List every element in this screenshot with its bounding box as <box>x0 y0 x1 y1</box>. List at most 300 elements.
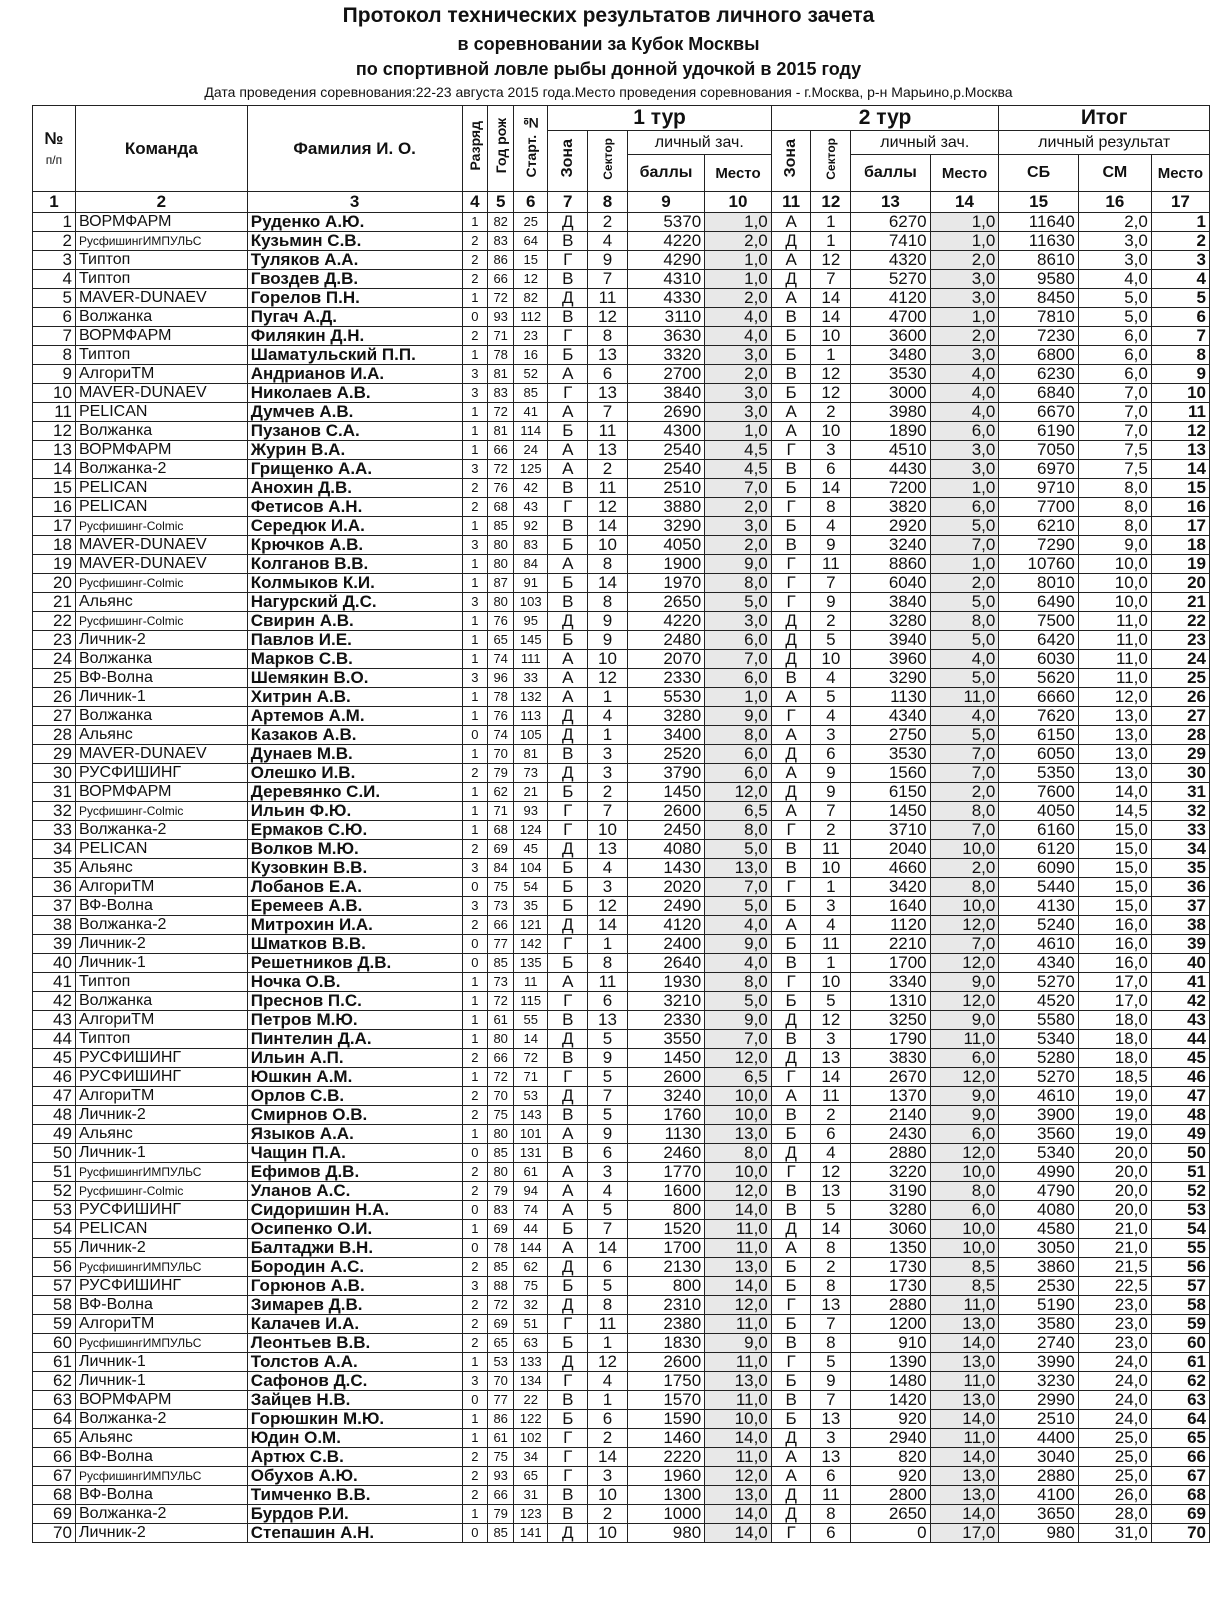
team-cell: Волжанка-2 <box>75 1505 247 1524</box>
birth-year-cell: 76 <box>488 707 514 726</box>
zone-1-cell: Д <box>548 289 588 308</box>
final-place-cell: 25 <box>1151 669 1209 688</box>
final-place-cell: 31 <box>1151 783 1209 802</box>
rank-cell: 1 <box>462 802 488 821</box>
sb-cell: 2740 <box>999 1334 1078 1353</box>
points-2-cell: 2430 <box>851 1125 930 1144</box>
points-2-cell: 1560 <box>851 764 930 783</box>
final-place-cell: 45 <box>1151 1049 1209 1068</box>
zone-1-cell: Б <box>548 346 588 365</box>
birth-year-cell: 81 <box>488 422 514 441</box>
sm-cell: 28,0 <box>1078 1505 1151 1524</box>
points-1-cell: 1600 <box>627 1182 704 1201</box>
zone-2-cell: В <box>771 1391 811 1410</box>
name-cell: Толстов А.А. <box>247 1353 462 1372</box>
final-place-cell: 40 <box>1151 954 1209 973</box>
start-no-cell: 71 <box>514 1068 548 1087</box>
rank-cell: 0 <box>462 1239 488 1258</box>
final-place-cell: 62 <box>1151 1372 1209 1391</box>
column-number: 7 <box>548 192 588 213</box>
place-1-cell: 9,0 <box>705 935 772 954</box>
team-cell: АлгориТМ <box>75 1011 247 1030</box>
name-cell: Дунаев М.В. <box>247 745 462 764</box>
start-no-cell: 45 <box>514 840 548 859</box>
final-place-cell: 5 <box>1151 289 1209 308</box>
zone-1-cell: А <box>548 1182 588 1201</box>
zone-1-cell: Д <box>548 1524 588 1543</box>
rank-cell: 2 <box>462 1334 488 1353</box>
birth-year-cell: 65 <box>488 1334 514 1353</box>
rank-cell: 3 <box>462 365 488 384</box>
sector-2-cell: 11 <box>811 1486 851 1505</box>
place-2-cell: 10,0 <box>930 840 999 859</box>
points-1-cell: 4310 <box>627 270 704 289</box>
points-1-cell: 1830 <box>627 1334 704 1353</box>
name-cell: Калачев И.А. <box>247 1315 462 1334</box>
rank-cell: 1 <box>462 555 488 574</box>
place-1-cell: 3,0 <box>705 517 772 536</box>
name-cell: Языков А.А. <box>247 1125 462 1144</box>
points-2-cell: 2650 <box>851 1505 930 1524</box>
place-1-cell: 8,0 <box>705 973 772 992</box>
rank-cell: 0 <box>462 1144 488 1163</box>
points-1-cell: 1450 <box>627 1049 704 1068</box>
sm-cell: 7,0 <box>1078 422 1151 441</box>
place-2-cell: 2,0 <box>930 327 999 346</box>
start-no-cell: 24 <box>514 441 548 460</box>
zone-1-cell: А <box>548 688 588 707</box>
rank-cell: 1 <box>462 1410 488 1429</box>
team-cell: Типтоп <box>75 251 247 270</box>
final-place-cell: 1 <box>1151 213 1209 232</box>
zone-2-cell: Б <box>771 1277 811 1296</box>
sb-cell: 4080 <box>999 1201 1078 1220</box>
sector-1-cell: 6 <box>588 1258 628 1277</box>
place-2-cell: 2,0 <box>930 251 999 270</box>
zone-2-cell: Д <box>771 783 811 802</box>
name-cell: Тимченко В.В. <box>247 1486 462 1505</box>
rank-cell: 1 <box>462 992 488 1011</box>
birth-year-cell: 84 <box>488 859 514 878</box>
start-no-cell: 51 <box>514 1315 548 1334</box>
place-2-cell: 4,0 <box>930 365 999 384</box>
zone-2-cell: В <box>771 669 811 688</box>
birth-year-cell: 80 <box>488 1163 514 1182</box>
sb-cell: 5340 <box>999 1144 1078 1163</box>
sector-2-cell: 9 <box>811 1372 851 1391</box>
row-no-cell: 52 <box>33 1182 76 1201</box>
name-cell: Свирин А.В. <box>247 612 462 631</box>
row-no-cell: 58 <box>33 1296 76 1315</box>
final-place-cell: 39 <box>1151 935 1209 954</box>
start-no-cell: 134 <box>514 1372 548 1391</box>
row-no-cell: 41 <box>33 973 76 992</box>
sb-cell: 10760 <box>999 555 1078 574</box>
row-no-cell: 22 <box>33 612 76 631</box>
zone-2-cell: В <box>771 840 811 859</box>
zone-1-cell: Д <box>548 1353 588 1372</box>
place-2-cell: 2,0 <box>930 783 999 802</box>
page-subtitle-2: по спортивной ловле рыбы донной удочкой в 2015 году <box>355 59 862 79</box>
name-cell: Осипенко О.И. <box>247 1220 462 1239</box>
rank-cell: 1 <box>462 745 488 764</box>
birth-year-cell: 80 <box>488 593 514 612</box>
sector-2-cell: 6 <box>811 460 851 479</box>
final-place-cell: 18 <box>1151 536 1209 555</box>
points-2-cell: 3530 <box>851 365 930 384</box>
name-cell: Хитрин А.В. <box>247 688 462 707</box>
header-personal-2: личный зач. <box>851 131 999 155</box>
birth-year-cell: 93 <box>488 1467 514 1486</box>
sm-cell: 6,0 <box>1078 346 1151 365</box>
sector-2-cell: 12 <box>811 384 851 403</box>
final-place-cell: 68 <box>1151 1486 1209 1505</box>
name-cell: Горюнов А.В. <box>247 1277 462 1296</box>
column-number: 12 <box>811 192 851 213</box>
place-2-cell: 10,0 <box>930 1239 999 1258</box>
header-tour-1: 1 тур <box>548 106 771 131</box>
name-cell: Марков С.В. <box>247 650 462 669</box>
zone-2-cell: Д <box>771 1220 811 1239</box>
table-row <box>33 745 1210 764</box>
sector-1-cell: 14 <box>588 517 628 536</box>
zone-1-cell: Б <box>548 422 588 441</box>
table-row <box>33 289 1210 308</box>
place-1-cell: 14,0 <box>705 1505 772 1524</box>
sm-cell: 15,0 <box>1078 821 1151 840</box>
team-cell: Альянс <box>75 1125 247 1144</box>
place-2-cell: 7,0 <box>930 536 999 555</box>
zone-2-cell: А <box>771 289 811 308</box>
team-cell: Типтоп <box>75 270 247 289</box>
zone-2-cell: Д <box>771 232 811 251</box>
final-place-cell: 6 <box>1151 308 1209 327</box>
place-2-cell: 6,0 <box>930 1125 999 1144</box>
row-no-cell: 42 <box>33 992 76 1011</box>
points-1-cell: 2310 <box>627 1296 704 1315</box>
place-1-cell: 14,0 <box>705 1201 772 1220</box>
table-row <box>33 1030 1210 1049</box>
row-no-cell: 28 <box>33 726 76 745</box>
sb-cell: 5580 <box>999 1011 1078 1030</box>
points-1-cell: 4300 <box>627 422 704 441</box>
results-table <box>32 105 1210 1543</box>
column-number: 11 <box>771 192 811 213</box>
row-no-cell: 59 <box>33 1315 76 1334</box>
final-place-cell: 52 <box>1151 1182 1209 1201</box>
birth-year-cell: 70 <box>488 745 514 764</box>
final-place-cell: 49 <box>1151 1125 1209 1144</box>
final-place-cell: 33 <box>1151 821 1209 840</box>
table-row <box>33 308 1210 327</box>
row-no-cell: 11 <box>33 403 76 422</box>
table-row <box>33 1296 1210 1315</box>
start-no-cell: 25 <box>514 213 548 232</box>
sm-cell: 18,5 <box>1078 1068 1151 1087</box>
points-1-cell: 2020 <box>627 878 704 897</box>
sector-2-cell: 1 <box>811 346 851 365</box>
name-cell: Шемякин В.О. <box>247 669 462 688</box>
zone-1-cell: А <box>548 365 588 384</box>
sector-2-cell: 10 <box>811 650 851 669</box>
zone-1-cell: В <box>548 1106 588 1125</box>
rank-cell: 2 <box>462 1182 488 1201</box>
sector-1-cell: 6 <box>588 992 628 1011</box>
place-2-cell: 10,0 <box>930 1220 999 1239</box>
sector-1-cell: 13 <box>588 441 628 460</box>
table-row <box>33 422 1210 441</box>
place-1-cell: 12,0 <box>705 1049 772 1068</box>
sb-cell: 3580 <box>999 1315 1078 1334</box>
sector-2-cell: 3 <box>811 441 851 460</box>
final-place-cell: 63 <box>1151 1391 1209 1410</box>
zone-2-cell: В <box>771 536 811 555</box>
sb-cell: 3860 <box>999 1258 1078 1277</box>
zone-2-cell: Г <box>771 555 811 574</box>
place-2-cell: 4,0 <box>930 403 999 422</box>
place-2-cell: 13,0 <box>930 1486 999 1505</box>
row-no-cell: 68 <box>33 1486 76 1505</box>
sector-2-cell: 13 <box>811 1410 851 1429</box>
points-1-cell: 2330 <box>627 1011 704 1030</box>
zone-1-cell: Г <box>548 498 588 517</box>
points-1-cell: 5370 <box>627 213 704 232</box>
place-1-cell: 3,0 <box>705 612 772 631</box>
name-cell: Колмыков К.И. <box>247 574 462 593</box>
row-no-cell: 56 <box>33 1258 76 1277</box>
place-1-cell: 10,0 <box>705 1106 772 1125</box>
zone-2-cell: Д <box>771 1505 811 1524</box>
zone-1-cell: А <box>548 441 588 460</box>
points-2-cell: 3190 <box>851 1182 930 1201</box>
birth-year-cell: 81 <box>488 365 514 384</box>
table-row <box>33 840 1210 859</box>
table-row <box>33 593 1210 612</box>
sector-2-cell: 5 <box>811 631 851 650</box>
birth-year-cell: 75 <box>488 1106 514 1125</box>
zone-1-cell: Д <box>548 213 588 232</box>
sm-cell: 19,0 <box>1078 1125 1151 1144</box>
name-cell: Деревянко С.И. <box>247 783 462 802</box>
start-no-cell: 122 <box>514 1410 548 1429</box>
place-2-cell: 11,0 <box>930 1030 999 1049</box>
place-2-cell: 14,0 <box>930 1448 999 1467</box>
sector-1-cell: 9 <box>588 1049 628 1068</box>
sector-1-cell: 9 <box>588 1125 628 1144</box>
team-cell: Волжанка-2 <box>75 1410 247 1429</box>
row-no-cell: 64 <box>33 1410 76 1429</box>
zone-1-cell: Б <box>548 1410 588 1429</box>
sector-1-cell: 12 <box>588 897 628 916</box>
page-title: Протокол технических результатов личного зачета <box>342 4 875 27</box>
sector-1-cell: 13 <box>588 384 628 403</box>
birth-year-cell: 82 <box>488 213 514 232</box>
zone-2-cell: Б <box>771 1125 811 1144</box>
birth-year-cell: 70 <box>488 1087 514 1106</box>
team-cell: РУСФИШИНГ <box>75 1277 247 1296</box>
birth-year-cell: 86 <box>488 251 514 270</box>
sector-1-cell: 9 <box>588 612 628 631</box>
sector-2-cell: 9 <box>811 783 851 802</box>
name-cell: Крючков А.В. <box>247 536 462 555</box>
points-2-cell: 7200 <box>851 479 930 498</box>
points-1-cell: 2220 <box>627 1448 704 1467</box>
zone-2-cell: Б <box>771 479 811 498</box>
header-zone-1: Зона <box>548 131 588 192</box>
points-2-cell: 4320 <box>851 251 930 270</box>
start-no-cell: 12 <box>514 270 548 289</box>
birth-year-cell: 71 <box>488 327 514 346</box>
final-place-cell: 44 <box>1151 1030 1209 1049</box>
zone-1-cell: Б <box>548 1220 588 1239</box>
final-place-cell: 4 <box>1151 270 1209 289</box>
zone-2-cell: Г <box>771 574 811 593</box>
column-number: 15 <box>999 192 1078 213</box>
points-2-cell: 1730 <box>851 1258 930 1277</box>
row-no-cell: 39 <box>33 935 76 954</box>
place-2-cell: 9,0 <box>930 1087 999 1106</box>
start-no-cell: 32 <box>514 1296 548 1315</box>
zone-2-cell: А <box>771 422 811 441</box>
rank-cell: 2 <box>462 1296 488 1315</box>
sector-2-cell: 12 <box>811 251 851 270</box>
place-2-cell: 6,0 <box>930 1201 999 1220</box>
birth-year-cell: 78 <box>488 1239 514 1258</box>
team-cell: Волжанка-2 <box>75 821 247 840</box>
final-place-cell: 34 <box>1151 840 1209 859</box>
row-no-cell: 33 <box>33 821 76 840</box>
place-2-cell: 14,0 <box>930 1505 999 1524</box>
row-no-cell: 61 <box>33 1353 76 1372</box>
rank-cell: 2 <box>462 1163 488 1182</box>
sector-1-cell: 3 <box>588 745 628 764</box>
birth-year-cell: 66 <box>488 1486 514 1505</box>
points-2-cell: 1390 <box>851 1353 930 1372</box>
start-no-cell: 121 <box>514 916 548 935</box>
sector-1-cell: 13 <box>588 346 628 365</box>
zone-1-cell: А <box>548 555 588 574</box>
place-1-cell: 8,0 <box>705 574 772 593</box>
zone-2-cell: А <box>771 1467 811 1486</box>
points-2-cell: 4660 <box>851 859 930 878</box>
place-1-cell: 5,0 <box>705 593 772 612</box>
points-1-cell: 2600 <box>627 802 704 821</box>
sb-cell: 6970 <box>999 460 1078 479</box>
table-row <box>33 555 1210 574</box>
place-2-cell: 13,0 <box>930 1391 999 1410</box>
sector-1-cell: 10 <box>588 821 628 840</box>
team-cell: АлгориТМ <box>75 365 247 384</box>
start-no-cell: 41 <box>514 403 548 422</box>
birth-year-cell: 77 <box>488 935 514 954</box>
team-cell: РУСФИШИНГ <box>75 764 247 783</box>
team-cell: РусфишингИМПУЛЬС <box>75 1258 247 1277</box>
place-2-cell: 2,0 <box>930 574 999 593</box>
zone-1-cell: В <box>548 745 588 764</box>
sm-cell: 20,0 <box>1078 1201 1151 1220</box>
table-row <box>33 384 1210 403</box>
row-no-cell: 15 <box>33 479 76 498</box>
birth-year-cell: 69 <box>488 1220 514 1239</box>
zone-1-cell: В <box>548 1486 588 1505</box>
start-no-cell: 82 <box>514 289 548 308</box>
points-1-cell: 2380 <box>627 1315 704 1334</box>
team-cell: Волжанка <box>75 422 247 441</box>
birth-year-cell: 74 <box>488 726 514 745</box>
zone-1-cell: А <box>548 460 588 479</box>
rank-cell: 1 <box>462 346 488 365</box>
final-place-cell: 21 <box>1151 593 1209 612</box>
row-no-cell: 25 <box>33 669 76 688</box>
start-no-cell: 63 <box>514 1334 548 1353</box>
sector-1-cell: 4 <box>588 1182 628 1201</box>
sector-2-cell: 7 <box>811 574 851 593</box>
name-cell: Артюх С.В. <box>247 1448 462 1467</box>
row-no-cell: 50 <box>33 1144 76 1163</box>
birth-year-cell: 76 <box>488 612 514 631</box>
birth-year-cell: 93 <box>488 308 514 327</box>
sector-1-cell: 5 <box>588 1030 628 1049</box>
zone-1-cell: Б <box>548 897 588 916</box>
rank-cell: 0 <box>462 1201 488 1220</box>
points-1-cell: 2600 <box>627 1353 704 1372</box>
points-1-cell: 3630 <box>627 327 704 346</box>
row-no-cell: 10 <box>33 384 76 403</box>
final-place-cell: 15 <box>1151 479 1209 498</box>
points-2-cell: 3840 <box>851 593 930 612</box>
sb-cell: 5620 <box>999 669 1078 688</box>
points-1-cell: 2540 <box>627 460 704 479</box>
column-number: 5 <box>488 192 514 213</box>
team-cell: Личник-2 <box>75 935 247 954</box>
birth-year-cell: 85 <box>488 1144 514 1163</box>
points-1-cell: 3840 <box>627 384 704 403</box>
sector-1-cell: 7 <box>588 403 628 422</box>
rank-cell: 1 <box>462 821 488 840</box>
zone-2-cell: Д <box>771 1011 811 1030</box>
place-1-cell: 3,0 <box>705 403 772 422</box>
points-1-cell: 3550 <box>627 1030 704 1049</box>
sector-1-cell: 11 <box>588 479 628 498</box>
place-1-cell: 13,0 <box>705 859 772 878</box>
place-1-cell: 2,0 <box>705 536 772 555</box>
header-total: Итог <box>999 106 1210 131</box>
birth-year-cell: 79 <box>488 764 514 783</box>
start-no-cell: 14 <box>514 1030 548 1049</box>
name-cell: Руденко А.Ю. <box>247 213 462 232</box>
table-row <box>33 783 1210 802</box>
start-no-cell: 16 <box>514 346 548 365</box>
rank-cell: 2 <box>462 1049 488 1068</box>
sm-cell: 15,0 <box>1078 840 1151 859</box>
start-no-cell: 35 <box>514 897 548 916</box>
header-sector-1: Сектор <box>588 131 628 192</box>
points-2-cell: 1700 <box>851 954 930 973</box>
sector-2-cell: 1 <box>811 954 851 973</box>
table-row <box>33 498 1210 517</box>
rank-cell: 1 <box>462 1125 488 1144</box>
points-1-cell: 3210 <box>627 992 704 1011</box>
sb-cell: 980 <box>999 1524 1078 1543</box>
final-place-cell: 3 <box>1151 251 1209 270</box>
place-2-cell: 11,0 <box>930 1296 999 1315</box>
rank-cell: 1 <box>462 517 488 536</box>
header-zone-2: Зона <box>771 131 811 192</box>
final-place-cell: 51 <box>1151 1163 1209 1182</box>
header-place-2: Место <box>930 155 999 192</box>
row-no-cell: 47 <box>33 1087 76 1106</box>
place-2-cell: 2,0 <box>930 859 999 878</box>
